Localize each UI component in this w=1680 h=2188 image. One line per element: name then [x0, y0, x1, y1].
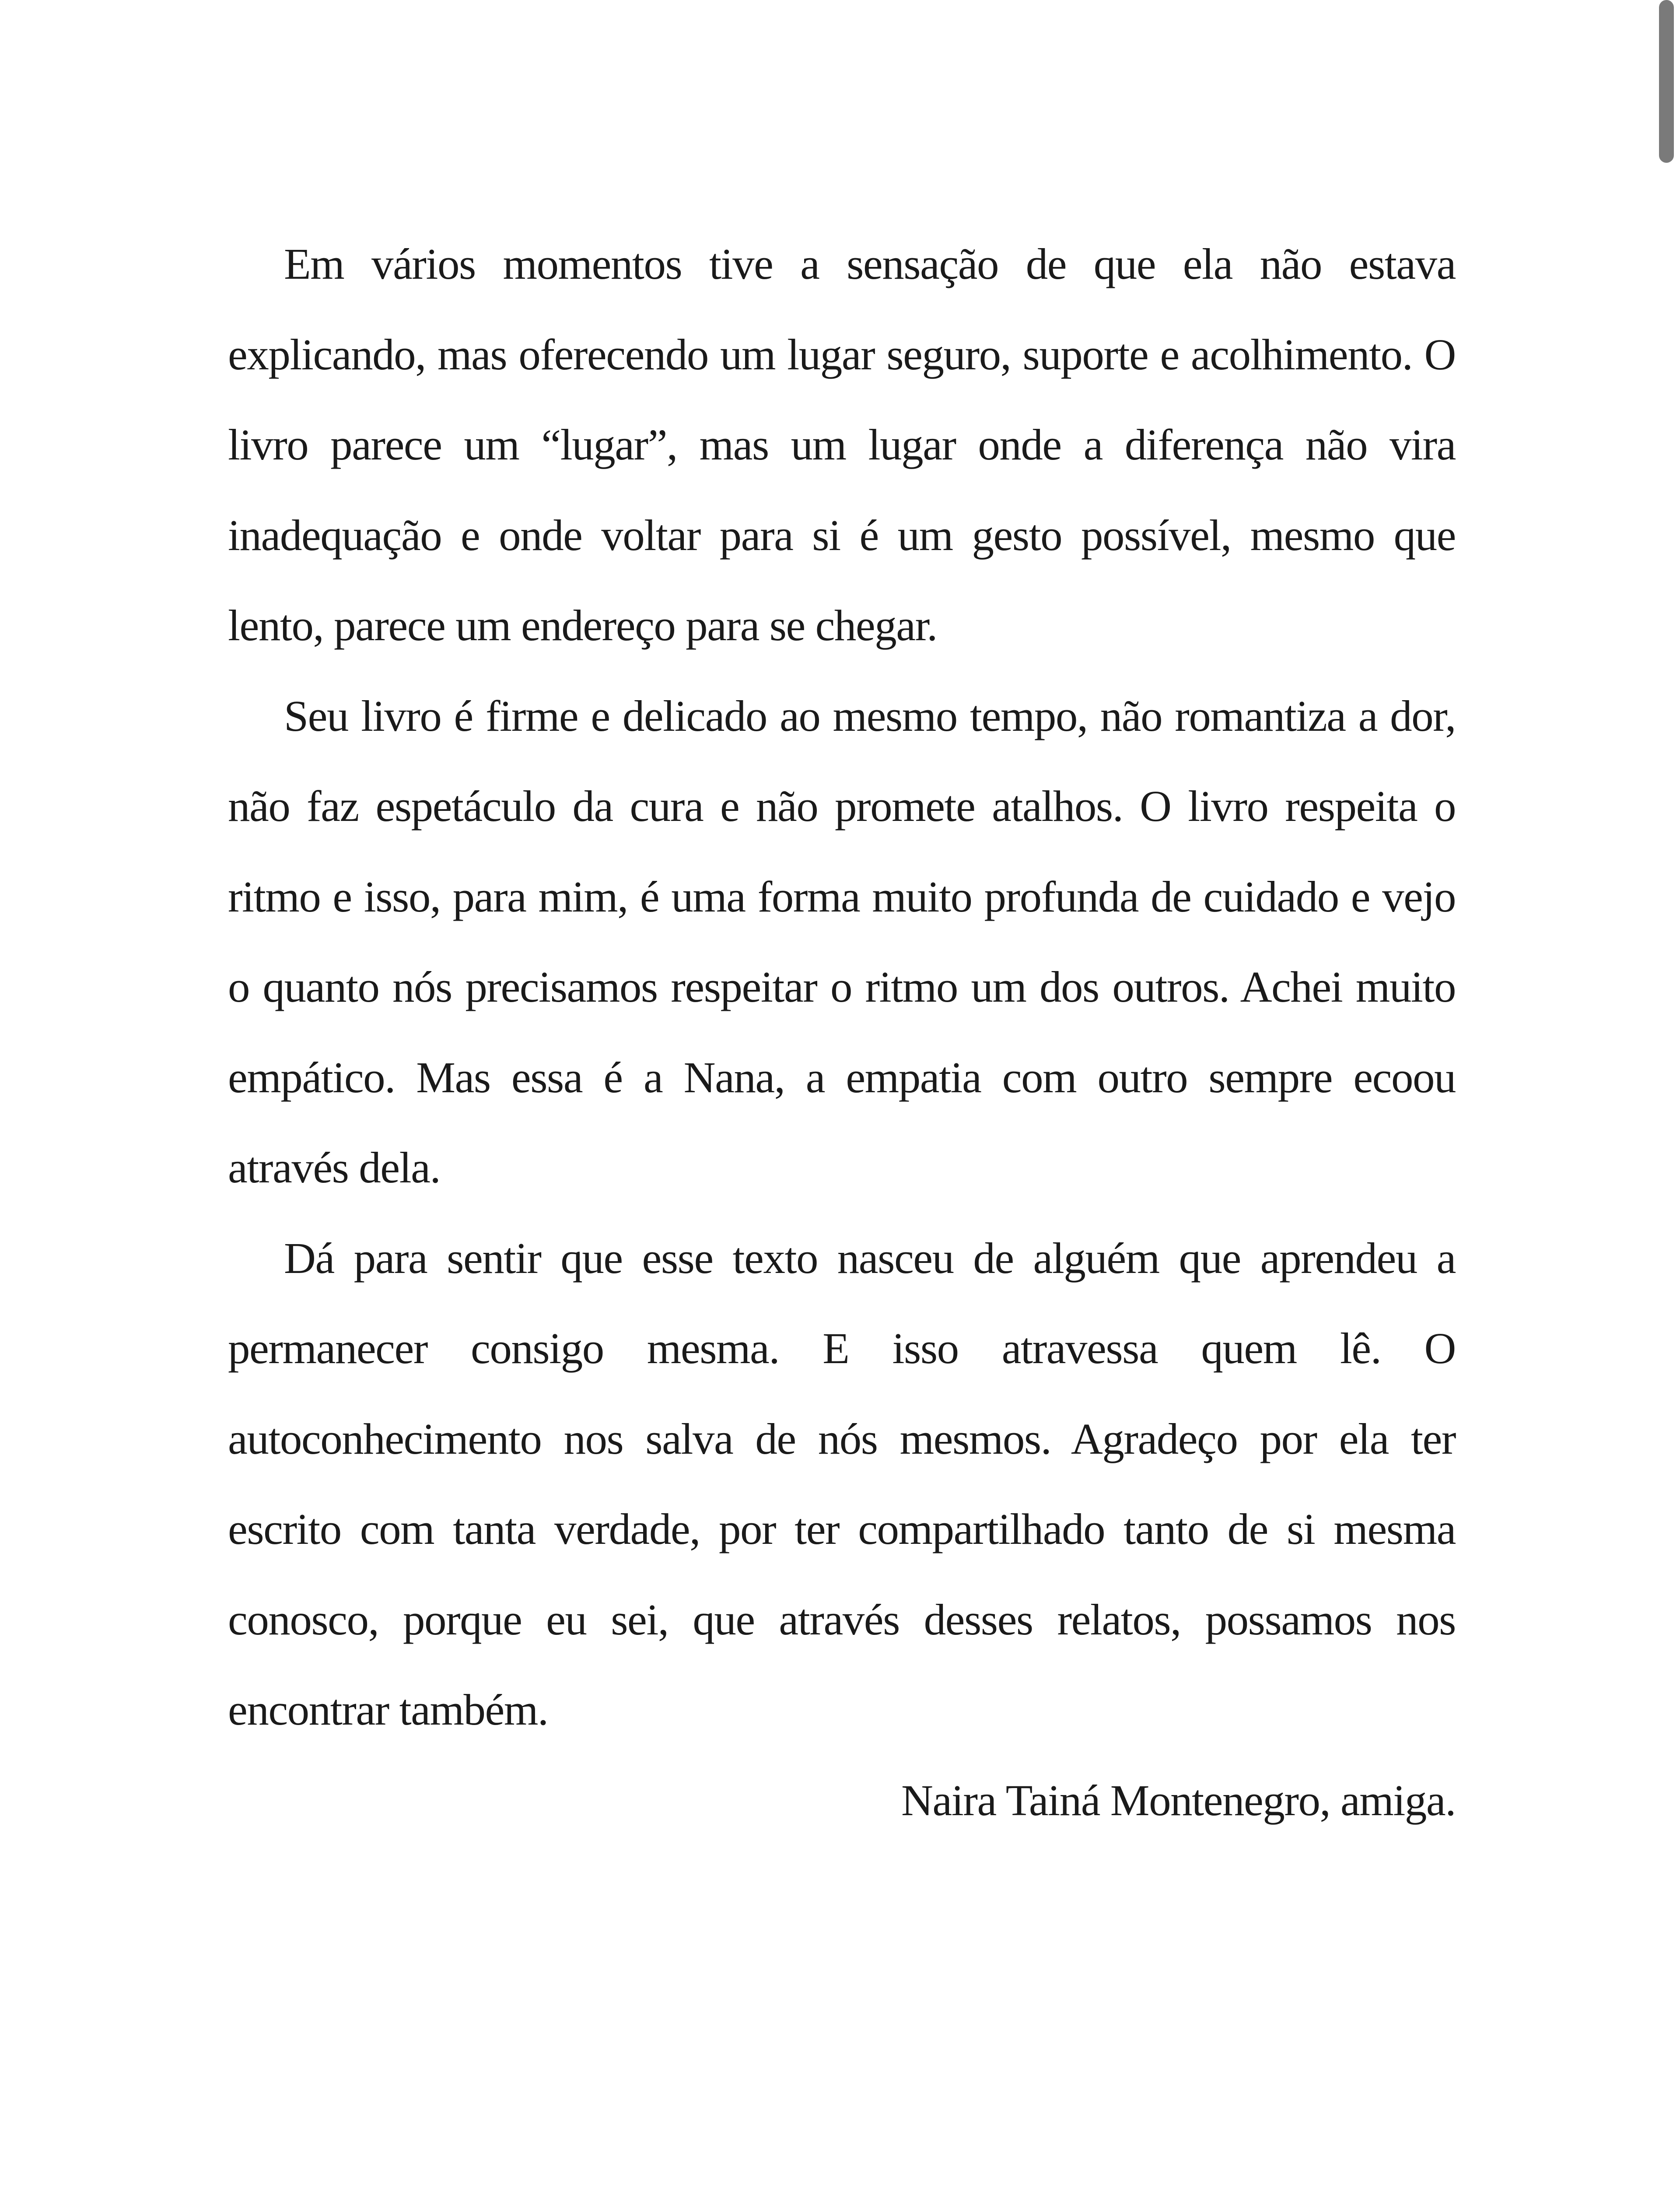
scrollbar-thumb[interactable]: [1659, 0, 1674, 163]
paragraph-2: Seu livro é firme e delicado ao mesmo tempo, não romantiza a dor, não faz espetáculo da cura e não promete atalhos. O livro respeita o ritmo e isso, para mim, é uma forma muito profunda de cuidado e vejo o quanto nós precisamos respeitar o ritmo um dos outros. Achei muito empático. Mas essa é a Nana, a empatia com outro sempre ecoou através dela.: [228, 691, 1456, 1192]
paragraph-3: Dá para sentir que esse texto nasceu de alguém que aprendeu a permanecer consigo mesma. E isso atravessa quem lê. O autoconhecimento nos salva de nós mesmos. Agradeço por ela ter escrito com tanta verdade, por ter compartilhado tanto de si mesma conosco, porque eu sei, que através desses relatos, possamos nos encontrar também.: [228, 1233, 1456, 1734]
signature: Naira Tainá Montenegro, amiga.: [901, 1775, 1456, 1825]
paragraph-1: Em vários momentos tive a sensação de que ela não estava explicando, mas oferecendo um lugar seguro, suporte e acolhimento. O livro parece um “lugar”, mas um lugar onde a diferença não vira inadequação e onde voltar para si é um gesto possível, mesmo que lento, parece um endereço para se chegar.: [228, 239, 1456, 650]
document-body: [228, 219, 1456, 1845]
